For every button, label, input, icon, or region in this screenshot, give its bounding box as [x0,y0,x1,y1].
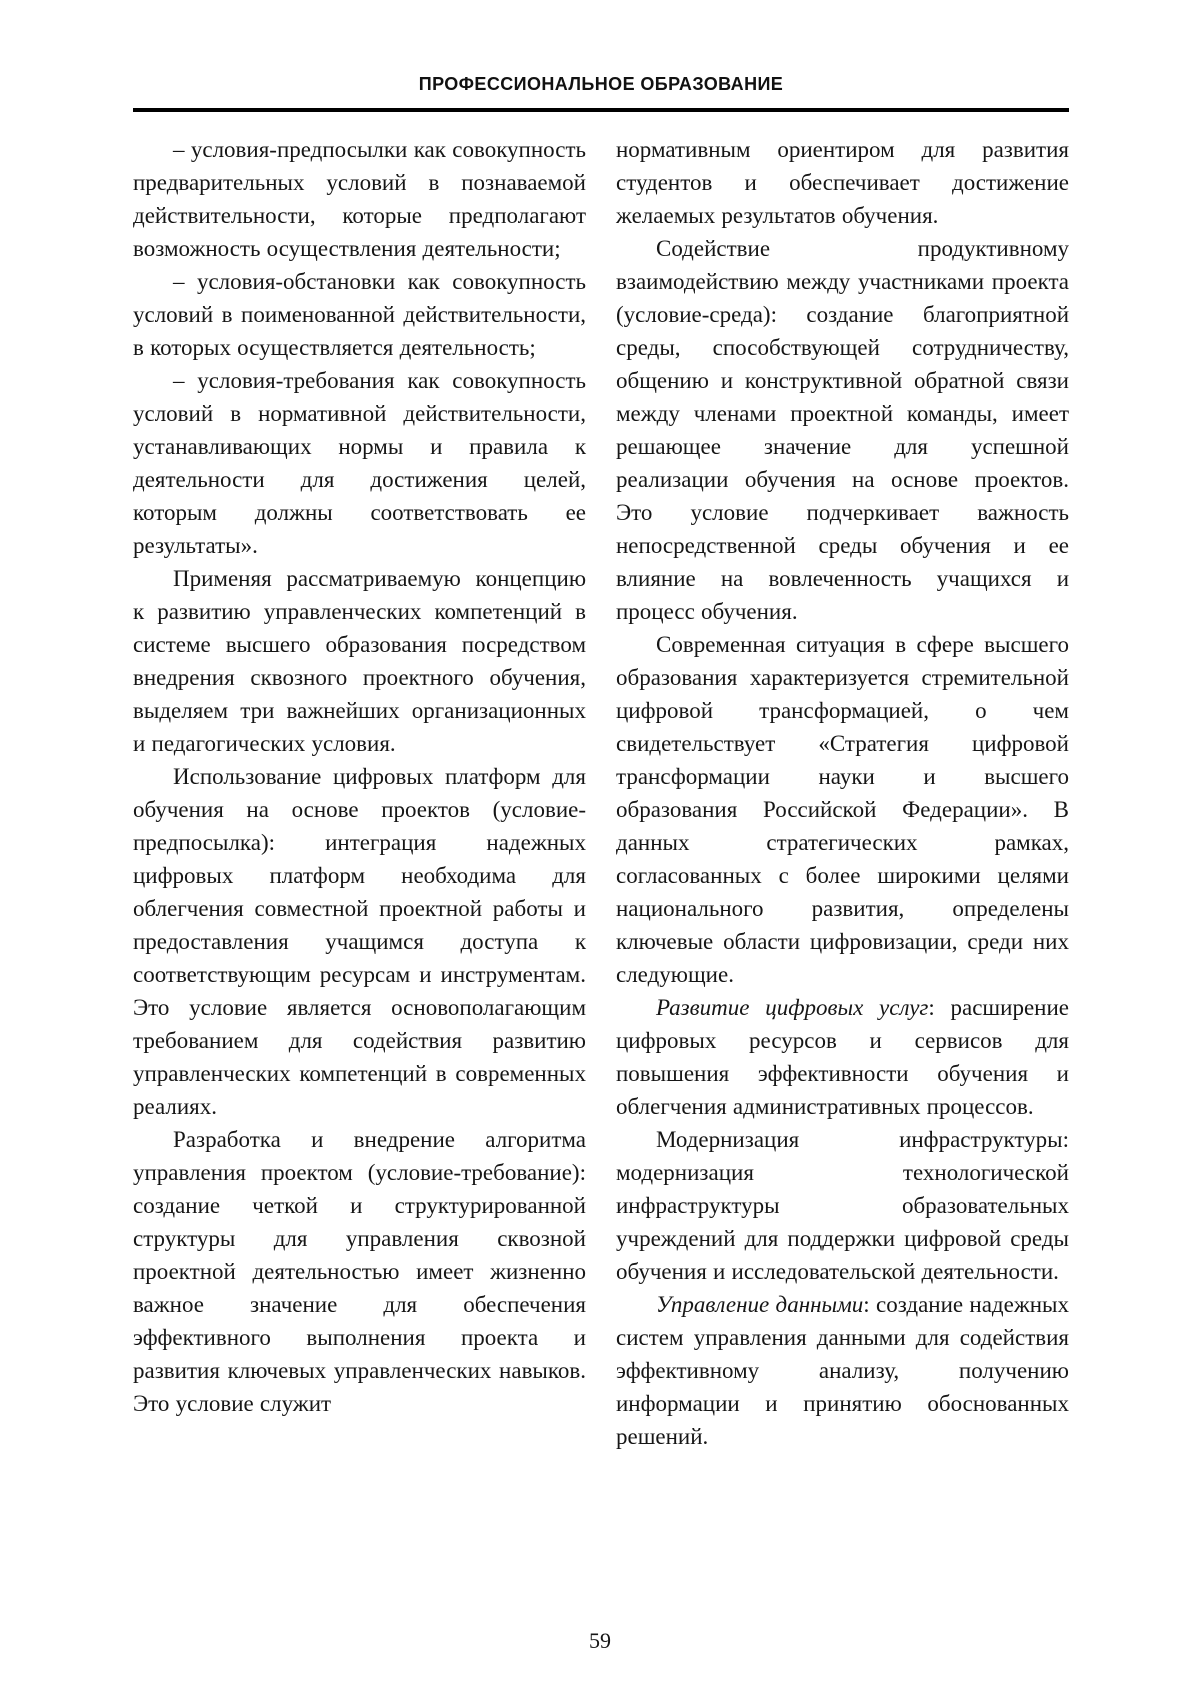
paragraph [133,133,586,265]
text-run: – условия-предпосылки как совокупность предварительных условий в познаваемой действительности, которые предполагают возможность осуществления деятельности; [133,137,586,261]
text-run: Содействие продуктивному взаимодействию между участниками проекта (условие-среда): создание благоприятной среды, способствующей сотрудничеству, общению и конструктивной обратной связи между членами проектной команды, имеет решающее значение для успешной реализации обучения на основе проектов. Это условие подчеркивает важность непосредственной среды обучения и ее влияние на вовлеченность учащихся и процесс обучения. [616,236,1069,624]
text-run: Модернизация инфраструктуры: модернизация технологической инфраструктуры образовательных учреждений для поддержки цифровой среды обучения и исследовательской деятельности. [616,1127,1069,1284]
paragraph [133,265,586,364]
page-content [133,0,1069,1453]
paragraph [616,1288,1069,1453]
header-rule [133,108,1069,112]
italic-text-run: Развитие цифровых услуг [656,995,929,1020]
text-run: – условия-требования как совокупность условий в нормативной действительности, устанавливающих нормы и правила к деятельности для достижения целей, которым должны соответствовать ее результаты». [133,368,586,558]
text-run: : создание надежных систем управления данными для содействия эффективному анализу, получению информации и принятию обоснованных решений. [616,1292,1069,1449]
text-run: Использование цифровых платформ для обучения на основе проектов (условие-предпосылка): интеграция надежных цифровых платформ необходима для облегчения совместной проектной работы и предоставления учащимся доступа к соответствующим ресурсам и инструментам. Это условие является основополагающим требованием для содействия развитию управленческих компетенций в современных реалиях. [133,764,586,1119]
paragraph [616,1123,1069,1288]
paragraph [133,364,586,562]
paragraph [616,133,1069,232]
paragraph [616,628,1069,991]
running-head: ПРОФЕССИОНАЛЬНОЕ ОБРАЗОВАНИЕ [418,74,784,94]
text-run: Современная ситуация в сфере высшего образования характеризуется стремительной цифровой трансформацией, о чем свидетельствует «Стратегия цифровой трансформации науки и высшего образования Российской Федерации». В данных стратегических рамках, согласованных с более широкими целями национального развития, определены ключевые области цифровизации, среди них следующие. [616,632,1069,987]
paragraph [616,991,1069,1123]
text-run: Разработка и внедрение алгоритма управления проектом (условие-требование): создание четкой и структурированной структуры для управления сквозной проектной деятельностью имеет жизненно важное значение для обеспечения эффективного выполнения проекта и развития ключевых управленческих навыков. Это условие служит [133,1127,586,1416]
text-run: – условия-обстановки как совокупность условий в поименованной действительности, в которых осуществляется деятельность; [133,269,586,360]
paragraph [133,1123,586,1420]
paragraph [616,232,1069,628]
paragraph [133,760,586,1123]
text-run: : расширение цифровых ресурсов и сервисов для повышения эффективности обучения и облегчения административных процессов. [616,995,1069,1119]
italic-text-run: Управление данными [656,1292,864,1317]
text-run: Применяя рассматриваемую концепцию к развитию управленческих компетенций в системе высшего образования посредством внедрения сквозного проектного обучения, выделяем три важнейших организационных и педагогических условия. [133,566,586,756]
page-number: 59 [589,1628,611,1653]
text-columns [133,133,1069,1453]
right-column [616,133,1069,1453]
text-run: нормативным ориентиром для развития студентов и обеспечивает достижение желаемых результатов обучения. [616,137,1069,228]
left-column [133,133,586,1453]
paragraph [133,562,586,760]
